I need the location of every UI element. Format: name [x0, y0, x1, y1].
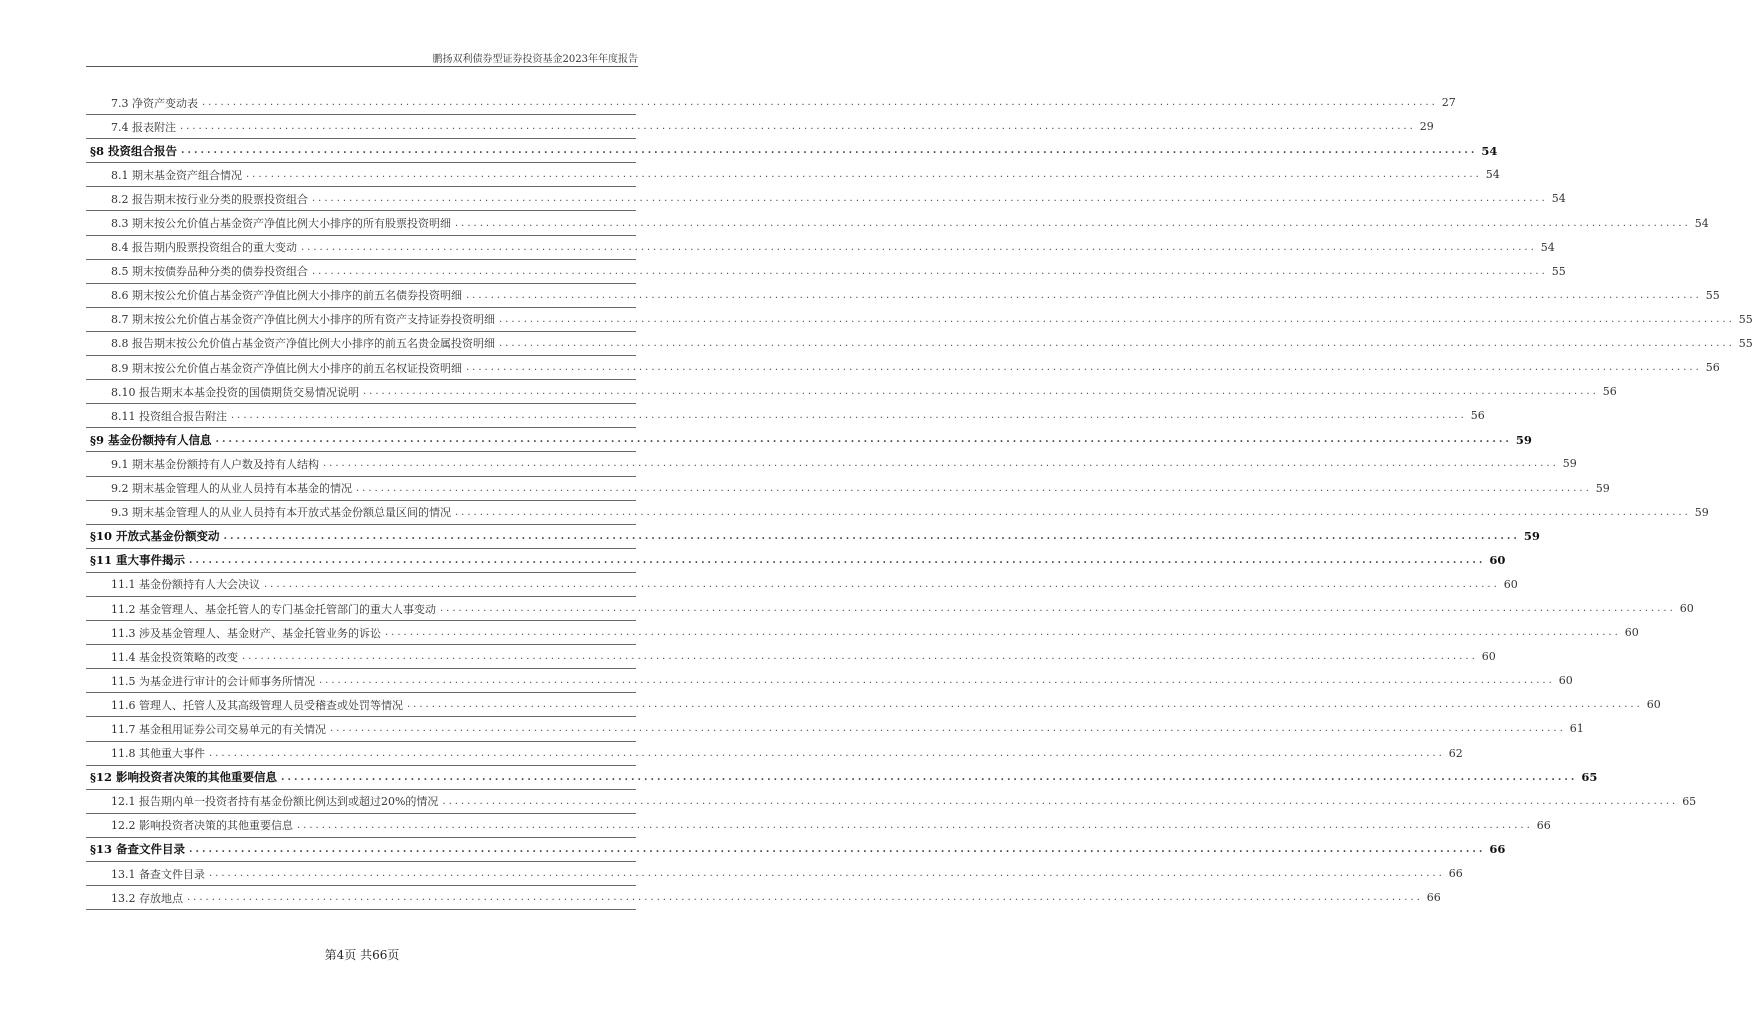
toc-entry-title: 8.11 投资组合报告附注	[111, 409, 227, 423]
toc-entry[interactable]	[86, 91, 1456, 115]
toc-entry-page: 66	[1426, 891, 1441, 905]
toc-entry[interactable]	[86, 260, 1566, 284]
toc-entry-title: 8.8 报告期末按公允价值占基金资产净值比例大小排序的前五名贵金属投资明细	[111, 337, 495, 351]
toc-entry[interactable]	[86, 717, 1584, 741]
toc-leader-dots: ........................................................................................................................................................................................................	[209, 747, 1445, 759]
toc-entry-title: §9 基金份额持有人信息	[90, 432, 212, 447]
toc-leader-dots: ........................................................................................................................................................................................................	[499, 337, 1735, 349]
toc-entry-title: 8.1 期末基金资产组合情况	[111, 168, 242, 182]
toc-entry-title: §10 开放式基金份额变动	[90, 529, 220, 544]
toc-entry[interactable]	[86, 477, 1610, 501]
toc-leader-dots: ........................................................................................................................................................................................................	[319, 675, 1555, 687]
toc-entry[interactable]	[86, 742, 1463, 766]
toc-leader-dots: ........................................................................................................................................................................................................	[231, 410, 1467, 422]
toc-leader-dots: ........................................................................................................................................................................................................	[301, 241, 1537, 253]
toc-section-entry[interactable]	[86, 838, 1506, 862]
toc-entry[interactable]	[86, 501, 1709, 525]
toc-section-entry[interactable]	[86, 428, 1532, 452]
toc-entry[interactable]	[86, 404, 1485, 428]
toc-entry-title: 7.3 净资产变动表	[111, 96, 198, 110]
toc-entry-title: 11.6 管理人、托管人及其高级管理人员受稽查或处罚等情况	[111, 698, 403, 712]
toc-entry[interactable]	[86, 380, 1617, 404]
toc-entry[interactable]	[86, 115, 1434, 139]
toc-entry[interactable]	[86, 886, 1441, 910]
toc-entry-page: 60	[1558, 674, 1573, 688]
toc-entry-page: 66	[1536, 818, 1551, 832]
toc-leader-dots: ........................................................................................................................................................................................................	[440, 603, 1676, 615]
toc-entry-title: §11 重大事件揭示	[90, 553, 186, 568]
toc-leader-dots: ........................................................................................................................................................................................................	[297, 819, 1533, 831]
toc-entry-page: 54	[1481, 143, 1498, 158]
toc-entry-page: 59	[1515, 432, 1532, 447]
toc-leader-dots: ........................................................................................................................................................................................................	[466, 289, 1702, 301]
toc-entry-page: 65	[1581, 770, 1598, 785]
toc-entry-page: 65	[1682, 794, 1697, 808]
toc-leader-dots: ........................................................................................................................................................................................................	[330, 723, 1566, 735]
toc-entry-title: 13.1 备查文件目录	[111, 867, 205, 881]
toc-entry-title: 11.2 基金管理人、基金托管人的专门基金托管部门的重大人事变动	[111, 602, 436, 616]
toc-entry-page: 55	[1705, 288, 1720, 302]
toc-leader-dots: ........................................................................................................................................................................................................	[180, 121, 1416, 133]
toc-entry[interactable]	[86, 597, 1694, 621]
toc-leader-dots: ........................................................................................................................................................................................................	[281, 771, 1578, 783]
toc-entry[interactable]	[86, 236, 1555, 260]
toc-leader-dots: ........................................................................................................................................................................................................	[242, 651, 1478, 663]
toc-entry-title: 9.1 期末基金份额持有人户数及持有人结构	[111, 457, 319, 471]
toc-entry-title: 8.5 期末按债券品种分类的债券投资组合	[111, 265, 308, 279]
toc-entry-title: 13.2 存放地点	[111, 891, 183, 905]
toc-leader-dots: ........................................................................................................................................................................................................	[223, 530, 1520, 542]
toc-entry-page: 60	[1489, 553, 1506, 568]
toc-entry[interactable]	[86, 573, 1518, 597]
toc-entry-page: 27	[1441, 96, 1456, 110]
toc-entry[interactable]	[86, 814, 1551, 838]
toc-entry-title: 8.7 期末按公允价值占基金资产净值比例大小排序的所有资产支持证券投资明细	[111, 313, 495, 327]
toc-entry[interactable]	[86, 163, 1500, 187]
toc-entry-title: 11.3 涉及基金管理人、基金财产、基金托管业务的诉讼	[111, 626, 381, 640]
toc-entry-title: 11.1 基金份额持有人大会决议	[111, 578, 260, 592]
toc-leader-dots: ........................................................................................................................................................................................................	[189, 843, 1486, 855]
page-header: 鹏扬双利债券型证券投资基金2023年年度报告	[432, 54, 638, 65]
toc-entry-title: 8.6 期末按公允价值占基金资产净值比例大小排序的前五名债券投资明细	[111, 289, 462, 303]
toc-entry-title: 11.7 基金租用证券公司交易单元的有关情况	[111, 722, 326, 736]
toc-leader-dots: ........................................................................................................................................................................................................	[356, 482, 1592, 494]
toc-entry[interactable]	[86, 187, 1566, 211]
toc-leader-dots: ........................................................................................................................................................................................................	[209, 868, 1445, 880]
toc-entry-title: §8 投资组合报告	[90, 143, 178, 158]
toc-entry[interactable]	[86, 669, 1573, 693]
toc-leader-dots: ........................................................................................................................................................................................................	[385, 627, 1621, 639]
toc-leader-dots: ........................................................................................................................................................................................................	[455, 217, 1691, 229]
toc-entry[interactable]	[86, 356, 1720, 380]
toc-entry-title: 12.2 影响投资者决策的其他重要信息	[111, 819, 293, 833]
toc-entry[interactable]	[86, 332, 1753, 356]
toc-entry-title: 7.4 报表附注	[111, 120, 176, 134]
toc-leader-dots: ........................................................................................................................................................................................................	[181, 145, 1478, 157]
toc-entry[interactable]	[86, 693, 1661, 717]
toc-entry-page: 29	[1419, 120, 1434, 134]
toc-entry[interactable]	[86, 211, 1709, 235]
toc-leader-dots: ........................................................................................................................................................................................................	[499, 313, 1735, 325]
toc-entry[interactable]	[86, 621, 1639, 645]
toc-entry-page: 66	[1448, 867, 1463, 881]
toc-leader-dots: ........................................................................................................................................................................................................	[264, 578, 1500, 590]
toc-entry[interactable]	[86, 645, 1496, 669]
toc-entry-page: 60	[1503, 577, 1518, 591]
toc-entry-title: §12 影响投资者决策的其他重要信息	[90, 770, 278, 785]
toc-entry[interactable]	[86, 862, 1463, 886]
toc-leader-dots: ........................................................................................................................................................................................................	[312, 265, 1548, 277]
toc-entry[interactable]	[86, 308, 1753, 332]
page-footer: 第4页 共66页	[324, 948, 400, 962]
toc-entry-page: 55	[1738, 312, 1753, 326]
toc-leader-dots: ........................................................................................................................................................................................................	[246, 169, 1482, 181]
toc-entry-title: 8.2 报告期末按行业分类的股票投资组合	[111, 192, 308, 206]
toc-leader-dots: ........................................................................................................................................................................................................	[189, 554, 1486, 566]
toc-leader-dots: ........................................................................................................................................................................................................	[312, 193, 1548, 205]
toc-entry-page: 60	[1624, 626, 1639, 640]
toc-entry[interactable]	[86, 452, 1577, 476]
toc-entry-title: 8.10 报告期末本基金投资的国债期货交易情况说明	[111, 385, 359, 399]
toc-leader-dots: ........................................................................................................................................................................................................	[363, 386, 1599, 398]
toc-entry-page: 59	[1562, 457, 1577, 471]
toc-entry-page: 54	[1694, 216, 1709, 230]
toc-entry-page: 59	[1595, 481, 1610, 495]
toc-leader-dots: ........................................................................................................................................................................................................	[323, 458, 1559, 470]
toc-entry-title: 8.3 期末按公允价值占基金资产净值比例大小排序的所有股票投资明细	[111, 217, 451, 231]
toc-leader-dots: ........................................................................................................................................................................................................	[442, 795, 1679, 807]
toc-entry-title: 8.4 报告期内股票投资组合的重大变动	[111, 241, 297, 255]
toc-entry-page: 60	[1481, 650, 1496, 664]
table-of-contents	[86, 91, 1753, 910]
toc-entry-page: 54	[1551, 192, 1566, 206]
toc-entry-page: 56	[1470, 409, 1485, 423]
toc-entry-page: 54	[1485, 168, 1500, 182]
toc-entry-page: 56	[1705, 361, 1720, 375]
toc-entry-page: 56	[1602, 385, 1617, 399]
toc-leader-dots: ........................................................................................................................................................................................................	[202, 97, 1438, 109]
toc-section-entry[interactable]	[86, 139, 1498, 163]
toc-entry[interactable]	[86, 790, 1697, 814]
toc-section-entry[interactable]	[86, 549, 1506, 573]
toc-entry-title: 9.2 期末基金管理人的从业人员持有本基金的情况	[111, 482, 352, 496]
toc-entry-title: 11.5 为基金进行审计的会计师事务所情况	[111, 674, 315, 688]
toc-entry-page: 66	[1489, 842, 1506, 857]
toc-entry-page: 54	[1540, 240, 1555, 254]
header-divider	[86, 66, 638, 67]
toc-entry-title: 12.1 报告期内单一投资者持有基金份额比例达到或超过20%的情况	[111, 795, 439, 809]
toc-entry-page: 60	[1646, 698, 1661, 712]
toc-leader-dots: ........................................................................................................................................................................................................	[215, 434, 1512, 446]
toc-entry-page: 62	[1448, 746, 1463, 760]
toc-leader-dots: ........................................................................................................................................................................................................	[187, 892, 1423, 904]
toc-leader-dots: ........................................................................................................................................................................................................	[466, 362, 1702, 374]
toc-entry-title: §13 备查文件目录	[90, 842, 186, 857]
toc-entry-page: 59	[1694, 505, 1709, 519]
toc-section-entry[interactable]	[86, 766, 1598, 790]
toc-entry-page: 55	[1551, 264, 1566, 278]
toc-entry-title: 11.8 其他重大事件	[111, 747, 205, 761]
toc-entry-page: 60	[1679, 602, 1694, 616]
toc-section-entry[interactable]	[86, 525, 1540, 549]
toc-entry-title: 8.9 期末按公允价值占基金资产净值比例大小排序的前五名权证投资明细	[111, 361, 462, 375]
toc-entry-page: 61	[1569, 722, 1584, 736]
toc-entry-title: 11.4 基金投资策略的改变	[111, 650, 238, 664]
toc-entry[interactable]	[86, 284, 1720, 308]
toc-entry-page: 59	[1523, 529, 1540, 544]
toc-entry-title: 9.3 期末基金管理人的从业人员持有本开放式基金份额总量区间的情况	[111, 506, 451, 520]
toc-leader-dots: ........................................................................................................................................................................................................	[455, 506, 1691, 518]
toc-entry-page: 55	[1738, 336, 1753, 350]
toc-leader-dots: ........................................................................................................................................................................................................	[407, 699, 1643, 711]
